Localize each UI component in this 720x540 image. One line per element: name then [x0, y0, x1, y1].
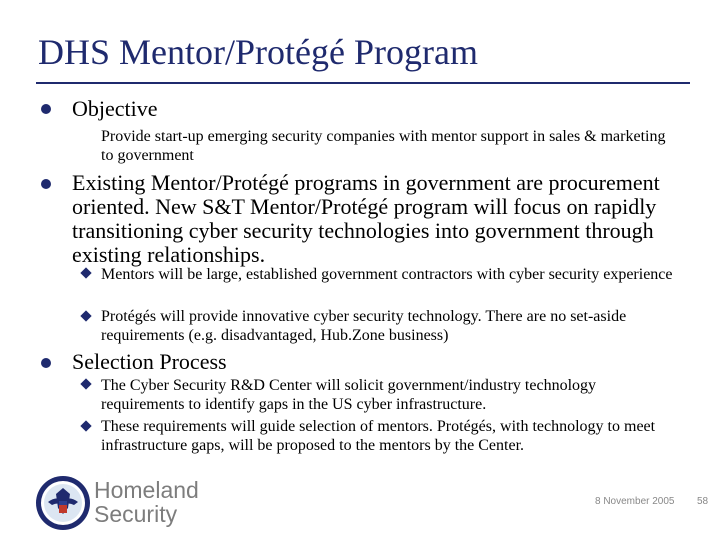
sub-item-proteges: Protégés will provide innovative cyber security technology. There are no set-aside requirements (e.g. disadvantaged, Hub.Zone business)	[101, 308, 627, 344]
bullet-dot	[41, 104, 51, 114]
logo-text	[94, 478, 199, 526]
sub-item-mentors: Mentors will be large, established government contractors with cyber security experience	[101, 266, 673, 283]
title-divider	[36, 82, 690, 84]
bullet-selection-process: Selection Process	[72, 349, 227, 374]
bullet-dot	[41, 179, 51, 189]
dhs-logo	[34, 474, 224, 532]
sub-item-requirements: These requirements will guide selection of mentors. Protégés, with technology to meet infrastructure gaps, will be proposed to the mentors by the Center.	[101, 418, 656, 454]
bullet-objective: Objective	[72, 96, 158, 121]
objective-description: Provide start-up emerging security companies with mentor support in sales & marketing to government	[101, 128, 666, 164]
sub-item-center-solicit: The Cyber Security R&D Center will solicit government/industry technology requirements to identify gaps in the US cyber infrastructure.	[101, 377, 597, 413]
sub-bullet-diamond	[80, 310, 91, 321]
dhs-seal-icon	[34, 474, 92, 532]
sub-bullet-diamond	[80, 420, 91, 431]
footer-date: 8 November 2005	[595, 496, 675, 507]
page-number: 58	[697, 496, 709, 507]
logo-line-homeland: Homeland	[94, 477, 199, 503]
logo-line-security: Security	[94, 501, 178, 527]
sub-bullet-diamond	[80, 267, 91, 278]
sub-bullet-diamond	[80, 378, 91, 389]
slide-title: DHS Mentor/Protégé Program	[38, 32, 478, 72]
bullet-existing-programs: Existing Mentor/Protégé programs in government are procurement oriented. New S&T Mentor/Protégé program will focus on rapidly transitioning cyber security technologies into government through existing relationships.	[72, 170, 660, 267]
bullet-dot	[41, 358, 51, 368]
